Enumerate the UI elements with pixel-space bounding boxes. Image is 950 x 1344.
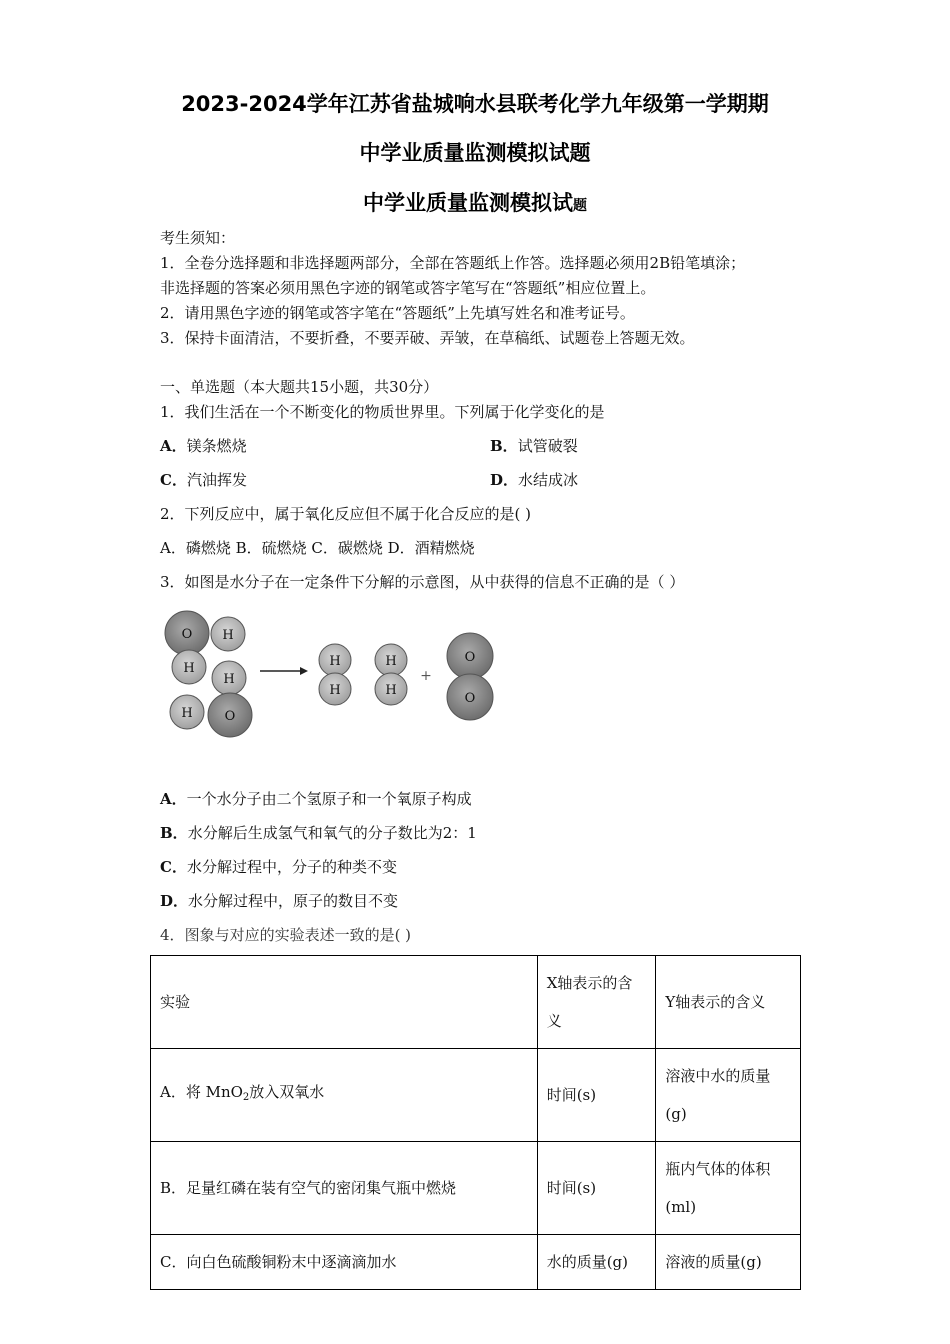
- table-row: [151, 1142, 801, 1235]
- option-letter: B．: [160, 824, 188, 842]
- option-text: 汽油挥发: [186, 471, 247, 489]
- y-axis-cell: 溶液中水的质量(g): [656, 1049, 801, 1142]
- table-header-row: [151, 956, 801, 1049]
- q4-table: [150, 955, 801, 1290]
- q3-option-a: [160, 788, 472, 809]
- notice-item: 2．请用黑色字迹的钢笔或答字笔在“答题纸”上先填写姓名和准考证号。: [160, 304, 635, 322]
- atom-label: O: [181, 627, 193, 642]
- x-axis-cell: 时间(s): [537, 1142, 656, 1235]
- atom-label: H: [385, 683, 397, 698]
- title-line-3-main: 中学业质量监测模拟试: [363, 191, 573, 215]
- atom-label: H: [181, 706, 193, 721]
- atom-label: O: [464, 691, 476, 706]
- option-text: 水分解后生成氢气和氧气的分子数比为2：1: [187, 824, 477, 842]
- q1-option-a: [160, 435, 247, 456]
- table-row: [151, 1049, 801, 1142]
- option-letter: C．: [160, 471, 187, 489]
- header-cell: 实验: [151, 956, 538, 1049]
- y-axis-cell: 瓶内气体的体积(ml): [656, 1142, 801, 1235]
- title-line-3-tail: 题: [573, 198, 587, 214]
- q1-option-c: [160, 469, 247, 490]
- header-cell: Y轴表示的含义: [656, 956, 801, 1049]
- atom-label: O: [224, 709, 236, 724]
- notice-item: 非选择题的答案必须用黑色字迹的钢笔或答字笔写在“答题纸”相应位置上。: [160, 279, 656, 297]
- title-line-3: [0, 187, 950, 217]
- q4-stem: 4．图象与对应的实验表述一致的是( ): [160, 926, 412, 944]
- q1-stem: 1．我们生活在一个不断变化的物质世界里。下列属于化学变化的是: [160, 403, 605, 421]
- experiment-cell: C．向白色硫酸铜粉末中逐滴滴加水: [151, 1235, 538, 1290]
- atom-label: H: [223, 672, 235, 687]
- atom-label: H: [385, 654, 397, 669]
- experiment-text: A．将 MnO: [160, 1083, 243, 1101]
- atom-label: O: [464, 650, 476, 665]
- option-letter: A．: [160, 437, 187, 455]
- option-text: 一个水分子由二个氢原子和一个氧原子构成: [186, 790, 472, 808]
- notice-item: 3．保持卡面清洁，不要折叠，不要弄破、弄皱，在草稿纸、试题卷上答题无效。: [160, 329, 695, 347]
- water-decomposition-diagram: [160, 605, 505, 745]
- option-text: 试管破裂: [517, 437, 578, 455]
- option-letter: D．: [490, 471, 519, 489]
- q3-option-c: [160, 856, 397, 877]
- atom-label: H: [183, 661, 195, 676]
- q4-number: 4: [160, 926, 170, 944]
- option-text: 水分解过程中，原子的数目不变: [188, 892, 399, 910]
- title-line-1: 2023-2024学年江苏省盐城响水县联考化学九年级第一学期期: [181, 92, 769, 116]
- q3-stem: 3．如图是水分子在一定条件下分解的示意图，从中获得的信息不正确的是（ ）: [160, 573, 685, 591]
- option-letter: A．: [160, 790, 187, 808]
- q1-option-d: [490, 469, 578, 490]
- option-text: 水分解过程中，分子的种类不变: [186, 858, 397, 876]
- atom-label: H: [329, 654, 341, 669]
- q3-option-d: [160, 890, 398, 911]
- experiment-cell: [151, 1049, 538, 1142]
- atom-label: H: [222, 628, 234, 643]
- atom-label: H: [329, 683, 341, 698]
- table-row: [151, 1235, 801, 1290]
- q2-options: A．磷燃烧 B．硫燃烧 C．碳燃烧 D．酒精燃烧: [160, 539, 475, 557]
- q1-option-b: [490, 435, 578, 456]
- y-axis-cell: 溶液的质量(g): [656, 1235, 801, 1290]
- option-letter: D．: [160, 892, 189, 910]
- experiment-text: 放入双氧水: [249, 1083, 325, 1101]
- title-line-2: 中学业质量监测模拟试题: [359, 141, 591, 165]
- option-letter: B．: [490, 437, 518, 455]
- arrow-head-icon: [300, 667, 308, 675]
- option-text: 镁条燃烧: [186, 437, 247, 455]
- experiment-cell: B．足量红磷在装有空气的密闭集气瓶中燃烧: [151, 1142, 538, 1235]
- q3-option-b: [160, 822, 477, 843]
- x-axis-cell: 时间(s): [537, 1049, 656, 1142]
- header-cell: X轴表示的含义: [537, 956, 656, 1049]
- option-letter: C．: [160, 858, 187, 876]
- x-axis-cell: 水的质量(g): [537, 1235, 656, 1290]
- q4-stem-text: 图象与对应的实验表述一致的是( ): [184, 926, 412, 944]
- notice-heading: 考生须知：: [160, 229, 236, 247]
- plus-sign: +: [420, 668, 432, 684]
- q2-stem: 2．下列反应中，属于氧化反应但不属于化合反应的是( ): [160, 505, 532, 523]
- notice-item: 1．全卷分选择题和非选择题两部分，全部在答题纸上作答。选择题必须用2B铅笔填涂；: [160, 254, 746, 272]
- subscript: 2: [242, 1092, 250, 1103]
- section-heading: 一、单选题（本大题共15小题，共30分）: [160, 378, 439, 396]
- option-text: 水结成冰: [518, 471, 579, 489]
